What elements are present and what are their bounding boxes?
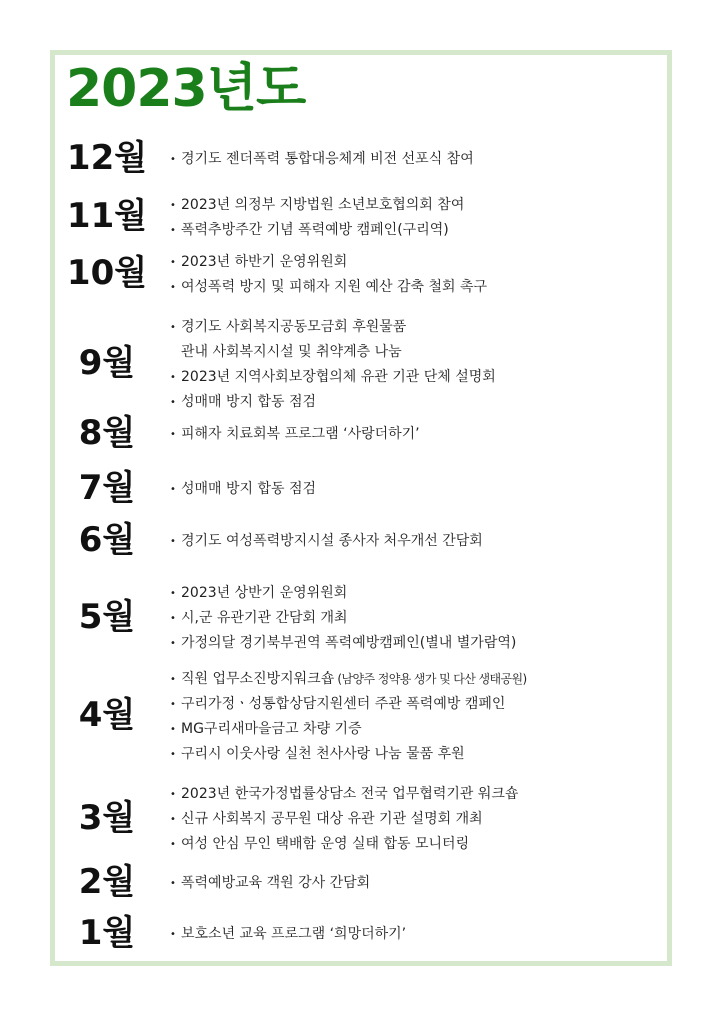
- activity-item: [170, 422, 663, 447]
- activity-text: 가정의달 경기북부권역 폭력예방캠페인(별내 별가람역): [181, 635, 517, 651]
- activity-item: [170, 275, 663, 300]
- month-label: 10월: [66, 253, 148, 293]
- activity-list: [170, 529, 663, 554]
- activity-text: 폭력추방주간 기념 폭력예방 캠페인(구리역): [181, 222, 449, 238]
- month-section: [55, 581, 667, 656]
- activity-item: [170, 692, 663, 717]
- activity-text: 성매매 방지 합동 점검: [181, 394, 317, 410]
- activity-text: 경기도 젠더폭력 통합대응체계 비전 선포식 참여: [181, 151, 474, 167]
- activity-text: 구리시 이웃사랑 실천 천사사랑 나눔 물품 후원: [181, 746, 465, 762]
- activity-text: 보호소년 교육 프로그램 ‘희망더하기’: [181, 926, 407, 942]
- activity-text: 시,군 유관기관 간담회 개최: [181, 610, 348, 626]
- activity-list: [170, 422, 663, 447]
- activity-list: [170, 315, 663, 415]
- activity-text: 성매매 방지 합동 점검: [181, 481, 317, 497]
- activity-item: [170, 922, 663, 947]
- activity-text: 2023년 하반기 운영위원회: [181, 254, 348, 270]
- activity-text: 피해자 치료회복 프로그램 ‘사랑더하기’: [181, 426, 420, 442]
- month-section: [55, 519, 667, 560]
- activity-list: [170, 871, 663, 896]
- month-label: 6월: [78, 519, 136, 560]
- timeline-frame: [50, 50, 672, 966]
- activity-text: 2023년 한국가정법률상담소 전국 업무협력기관 워크숍: [181, 786, 519, 802]
- activity-text: 2023년 의정부 지방법원 소년보호협의회 참여: [181, 197, 465, 213]
- activity-text: 여성 안심 무인 택배함 운영 실태 합동 모니터링: [181, 836, 470, 852]
- month-label: 11월: [66, 196, 148, 236]
- month-label: 12월: [66, 137, 148, 178]
- month-section: [55, 315, 667, 415]
- activity-text: 경기도 여성폭력방지시설 종사자 처우개선 간담회: [181, 533, 483, 549]
- activity-item: [170, 315, 663, 340]
- activity-list: [170, 147, 663, 172]
- activity-text: 관내 사회복지시설 및 취약계층 나눔: [181, 344, 402, 360]
- month-label: 1월: [78, 912, 136, 953]
- activity-item: [170, 218, 663, 243]
- month-section: [55, 193, 667, 243]
- activity-item: [170, 365, 663, 390]
- activity-list: [170, 782, 663, 857]
- month-section: [55, 250, 667, 300]
- activity-item: [170, 782, 663, 807]
- month-label: 9월: [78, 343, 136, 383]
- activity-list: [170, 581, 663, 656]
- activity-list: [170, 193, 663, 243]
- activity-item: [170, 807, 663, 832]
- activity-note: (남양주 정약용 생가 및 다산 생태공원): [334, 672, 527, 686]
- activity-item: [170, 529, 663, 554]
- activity-text: 경기도 사회복지공동모금회 후원물품: [181, 319, 407, 335]
- activity-text: 신규 사회복지 공무원 대상 유관 기관 설명회 개최: [181, 811, 483, 827]
- activity-item: [170, 250, 663, 275]
- activity-text: 여성폭력 방지 및 피해자 지원 예산 감축 철회 촉구: [181, 279, 488, 295]
- activity-item: [170, 871, 663, 896]
- activity-list: [170, 667, 663, 767]
- activity-text: 2023년 상반기 운영위원회: [181, 585, 348, 601]
- activity-text: 2023년 지역사회보장협의체 유관 기관 단체 설명회: [181, 369, 496, 385]
- activity-item: [170, 606, 663, 631]
- activity-item: [170, 717, 663, 742]
- month-label: 7월: [78, 467, 136, 508]
- activity-item: [170, 340, 663, 365]
- activity-text: 직원 업무소진방지워크숍: [181, 671, 335, 687]
- month-label: 5월: [78, 596, 136, 637]
- activity-item: [170, 742, 663, 767]
- month-section: [55, 912, 667, 953]
- page-title: 2023년도: [66, 59, 306, 119]
- activity-item: [170, 193, 663, 218]
- month-section: [55, 467, 667, 508]
- month-section: [55, 861, 667, 902]
- activity-text: 폭력예방교육 객원 강사 간담회: [181, 875, 371, 891]
- month-section: [55, 412, 667, 453]
- activity-item: [170, 390, 663, 415]
- month-label: 4월: [78, 695, 136, 735]
- activity-item: [170, 667, 663, 692]
- activity-item: [170, 631, 663, 656]
- month-section: [55, 782, 667, 857]
- activity-item: [170, 832, 663, 857]
- month-section: [55, 667, 667, 767]
- month-label: 8월: [78, 412, 136, 453]
- activity-item: [170, 147, 663, 172]
- activity-text: 구리가정ㆍ성통합상담지원센터 주관 폭력예방 캠페인: [181, 696, 506, 712]
- month-label: 2월: [78, 861, 136, 902]
- activity-item: [170, 581, 663, 606]
- activity-item: [170, 477, 663, 502]
- month-label: 3월: [78, 797, 136, 838]
- activity-list: [170, 477, 663, 502]
- activity-list: [170, 922, 663, 947]
- activity-text: MG구리새마을금고 차량 기증: [181, 721, 362, 737]
- month-section: [55, 137, 667, 178]
- activity-list: [170, 250, 663, 300]
